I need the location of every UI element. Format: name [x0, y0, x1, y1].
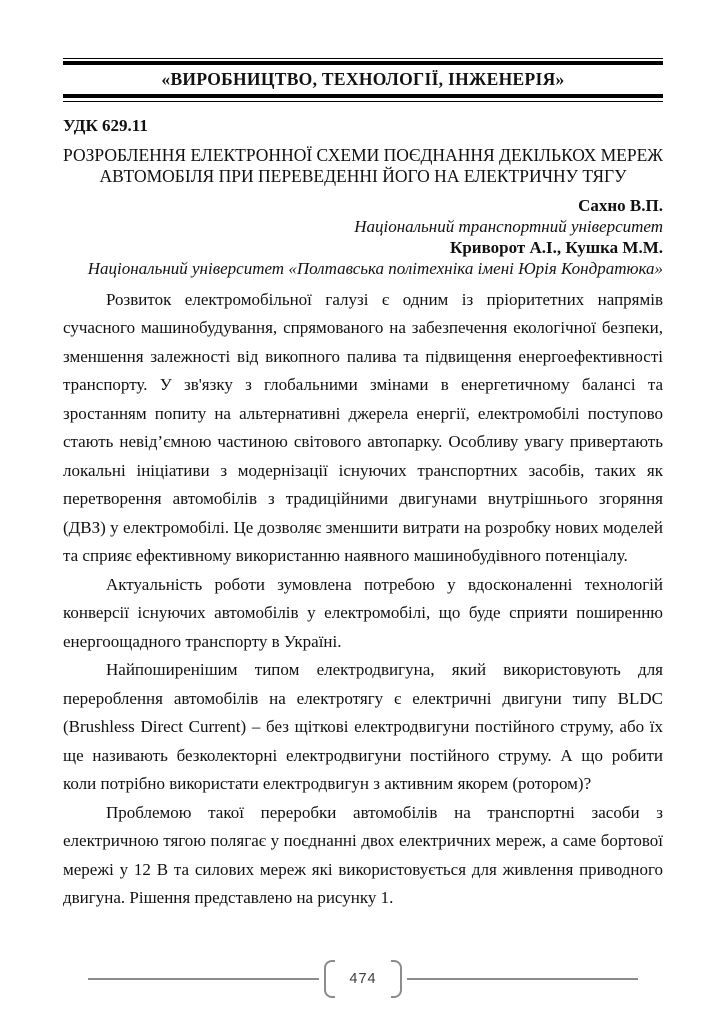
article-title: РОЗРОБЛЕННЯ ЕЛЕКТРОННОЇ СХЕМИ ПОЄДНАННЯ ДЕКІЛЬКОХ МЕРЕЖ АВТОМОБІЛЯ ПРИ ПЕРЕВЕДЕННІ ЙОГО НА ЕЛЕКТРИЧНУ ТЯГУ [63, 144, 663, 186]
page-number: 474 [349, 971, 377, 987]
body-paragraph: Найпоширенішим типом електродвигуна, який використовують для перероблення автомобілів на електротягу є електричні двигуни типу BLDC (Brushless Direct Current) – без щіткові електродвигуни постійного струму, або їх ще називають безколекторні електродвигуни постійного струму. А що робити коли потрібно використати електродвигун з активним якорем (ротором)? [63, 660, 663, 793]
banner-rule-bottom-thick [63, 94, 663, 98]
banner-rule-bottom-thin [63, 101, 663, 102]
banner-rule-top-thin [63, 58, 663, 59]
udc-code: УДК 629.11 [63, 115, 148, 135]
section-banner-title: «ВИРОБНИЦТВО, ТЕХНОЛОГІЇ, ІНЖЕНЕРІЯ» [161, 69, 565, 89]
left-bracket-icon [324, 960, 335, 998]
footer-rule-right [407, 978, 638, 980]
article-body [63, 286, 663, 913]
footer-rule-left [88, 978, 319, 980]
author-name: Криворот А.І., Кушка М.М. [450, 237, 663, 257]
body-paragraph: Проблемою такої переробки автомобілів на транспортні засоби з електричною тягою полягає у поєднанні двох електричних мереж, а саме бортової мережі у 12 В та силових мереж які використовується для живлення приводного двигуна. Рішення представлено на рисунку 1. [63, 802, 663, 907]
page-footer [63, 960, 663, 998]
body-paragraph: Актуальність роботи зумовлена потребою у вдосконаленні технологій конверсії існуючих автомобілів у електромобілі, що буде сприяти поширенню енергоощадного транспорту в Україні. [63, 574, 663, 651]
author-affiliation: Національний транспортний університет [354, 216, 663, 236]
right-bracket-icon [391, 960, 402, 998]
author-name: Сахно В.П. [578, 195, 663, 215]
authors-block [63, 195, 663, 279]
section-banner [63, 58, 663, 102]
body-paragraph: Розвиток електромобільної галузі є одним із пріоритетних напрямів сучасного машинобудування, спрямованого на забезпечення екологічної безпеки, зменшення залежності від викопного палива та підвищення енергоефективності транспорту. У зв'язку з глобальними змінами в енергетичному балансі та зростанням попиту на альтернативні джерела енергії, електромобілі поступово стають невід’ємною частиною світового автопарку. Особливу увагу привертають локальні ініціативи з модернізації існуючих транспортних засобів, таких як перетворення автомобілів з традиційними двигунами внутрішнього згоряння (ДВЗ) у електромобілі. Це дозволяє зменшити витрати на розробку нових моделей та сприяє ефективному використанню наявного машинобудівного потенціалу. [63, 289, 663, 565]
author-affiliation: Національний університет «Полтавська політехніка імені Юрія Кондратюка» [87, 258, 663, 278]
